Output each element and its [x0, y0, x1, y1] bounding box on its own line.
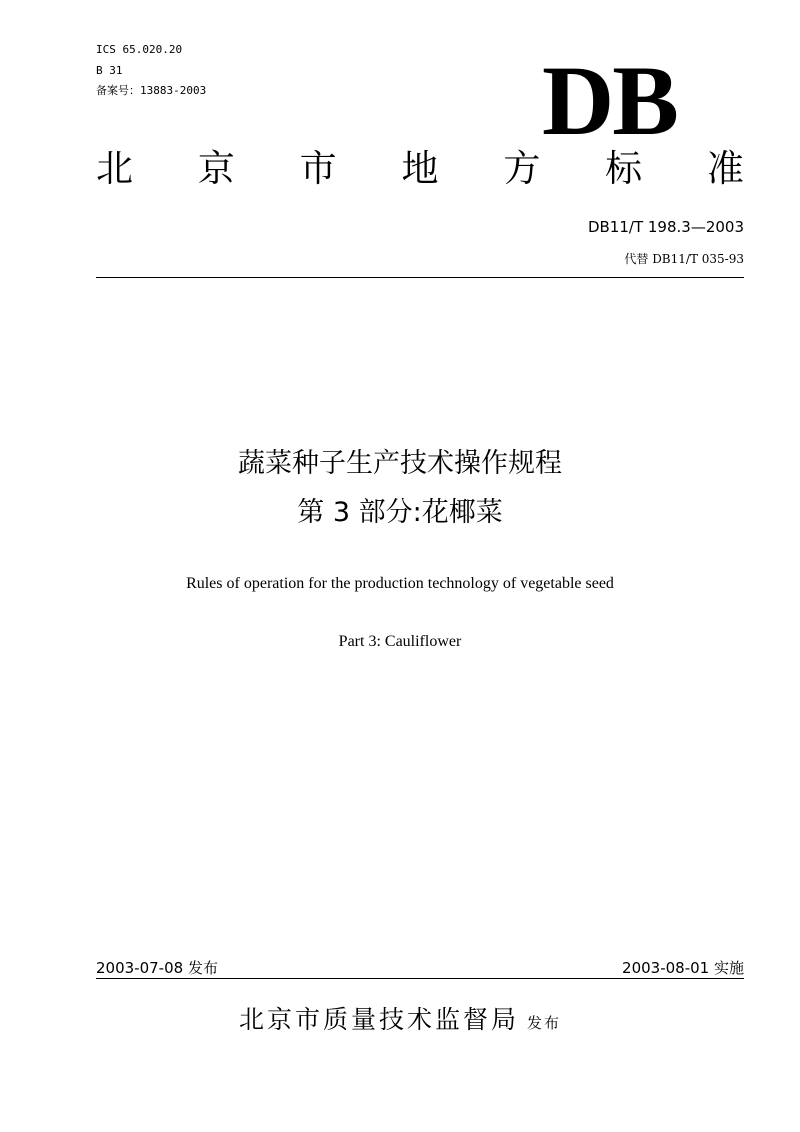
- ccs-code: B 31: [96, 64, 123, 77]
- implementation-date: 2003-08-01 实施: [622, 959, 744, 977]
- standard-number: DB11/T 198.3—2003: [587, 218, 744, 236]
- footer-divider: [96, 978, 744, 979]
- english-subtitle: Part 3: Cauliflower: [338, 633, 462, 650]
- header-divider: [96, 277, 744, 278]
- standard-type-char: 地: [401, 147, 439, 190]
- standard-type-char: 标: [605, 147, 643, 190]
- ics-code: ICS 65.020.20: [96, 43, 183, 56]
- standard-type-heading: [96, 145, 744, 193]
- publisher-name: 北京市质量技术监督局: [238, 1005, 519, 1034]
- document-title: 蔬菜种子生产技术操作规程: [238, 448, 562, 479]
- standard-type-char: 准: [706, 147, 744, 190]
- publisher-suffix: 发布: [527, 1014, 562, 1032]
- replaces-standard: 代替 DB11/T 035-93: [624, 252, 744, 266]
- standard-type-char: 市: [299, 147, 337, 190]
- db-logo: DB: [542, 45, 677, 156]
- standard-type-char: 京: [197, 147, 235, 190]
- standard-type-char: 北: [96, 147, 133, 190]
- publisher: [0, 1000, 800, 1036]
- english-title: Rules of operation for the production technology of vegetable seed: [186, 575, 614, 592]
- document-subtitle: 第 3 部分:花椰菜: [297, 497, 503, 528]
- issue-date: 2003-07-08 发布: [96, 959, 218, 977]
- record-number: 备案号：13883-2003: [96, 84, 207, 97]
- standard-type-char: 方: [503, 147, 541, 190]
